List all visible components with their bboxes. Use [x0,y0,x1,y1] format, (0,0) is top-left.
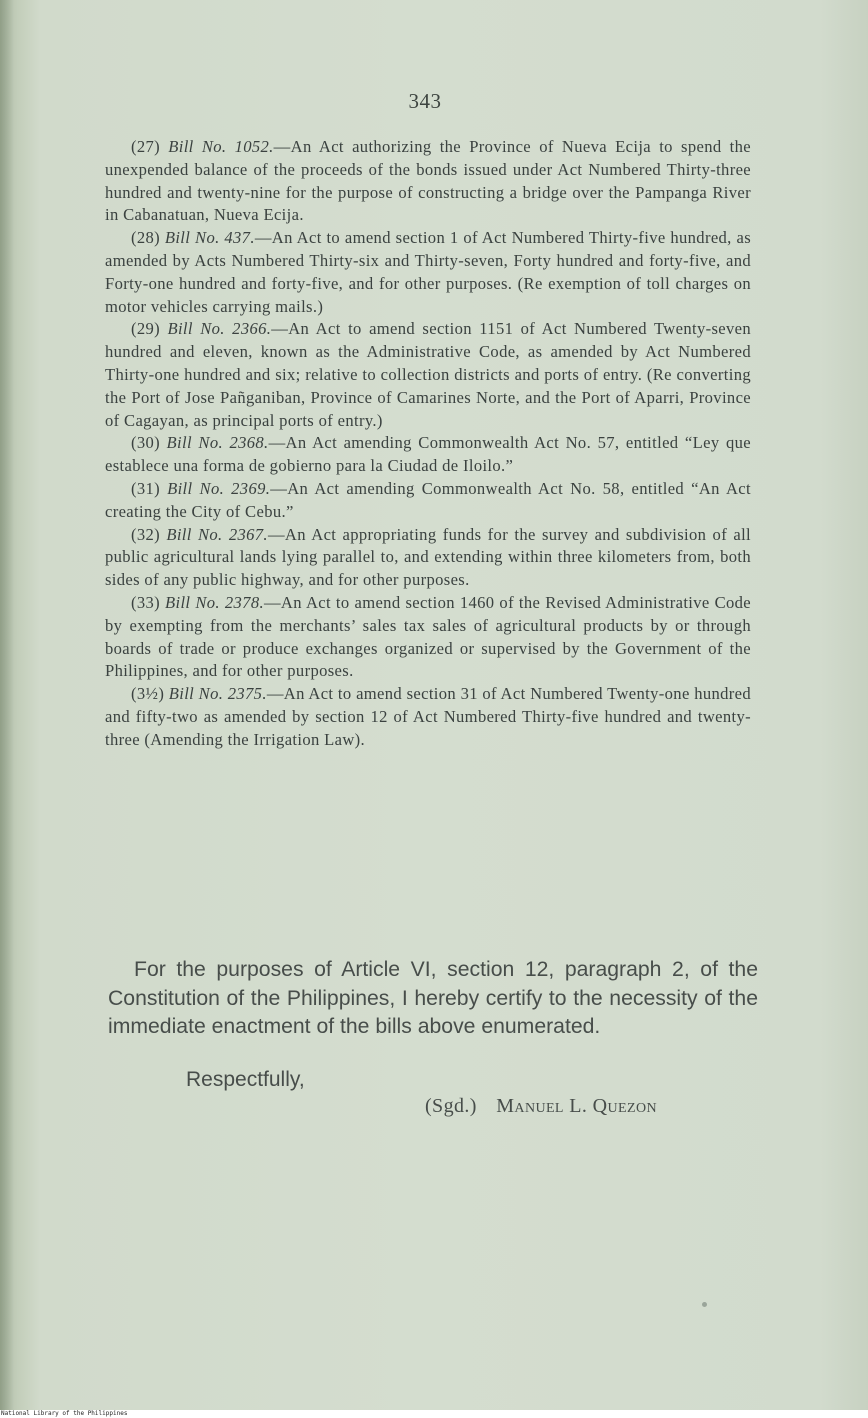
bill-description: —An Act appropriating funds for the survey and subdivision of all public agricultural lands lying parallel to, and extending within three kilometers from, both sides of any public highway, and for other purposes. [105,524,751,590]
bill-title: Bill No. 2375. [168,684,267,704]
bill-item-30 [105,432,751,478]
bill-item-31 [105,478,751,524]
bill-number: (32) [131,524,161,544]
closing-salutation: Respectfully, [186,1068,305,1091]
bill-title: Bill No. 1052. [168,137,274,156]
signature-block [425,1095,657,1118]
bill-number: (29) [131,319,161,339]
bill-number: (27) [131,137,161,156]
bill-title: Bill No. 2368. [166,433,269,453]
bill-number: (28) [131,228,161,248]
signatory-name: Manuel L. Quezon [496,1095,657,1117]
bill-item-32 [105,524,751,592]
bill-description: —An Act to amend section 1151 of Act Numbered Twenty-seven hundred and eleven, known as the Administrative Code, as amended by Act Numbered Thirty-one hundred and six; relative to collection districts and ports of entry. (Re converting the Port of Jose Pañganiban, Province of Camarines Norte, and the Port of Aparri, Province of Cagayan, as principal ports of entry.) [105,319,752,430]
footer-strip [0,1410,868,1418]
library-watermark: National Library of the Philippines [1,1410,128,1417]
bill-title: Bill No. 2369. [167,478,271,498]
bill-number: (3½) [131,684,165,704]
bill-list [105,136,751,752]
signed-marker: (Sgd.) [425,1095,477,1117]
bill-title: Bill No. 2378. [165,592,264,612]
bill-number: (31) [131,478,161,498]
bill-item-34 [105,683,751,751]
bill-title: Bill No. 2366. [167,319,272,339]
bill-item-29 [105,318,751,432]
bill-item-28 [105,227,751,318]
bill-description: —An Act to amend section 1 of Act Numbered Thirty-five hundred, as amended by Acts Numbered Thirty-six and Thirty-seven, Forty hundred and forty-five, and Forty-one hundred and forty-five, and for other purposes. (Re exemption of toll charges on motor vehicles carrying mails.) [105,228,752,316]
bill-description: —An Act to amend section 1460 of the Revised Administrative Code by exempting from the merchants’ sales tax sales of agricultural products by or through boards of trade or produce exchanges organized or supervised by the Government of the Philippines, and for other purposes. [105,592,751,681]
bill-title: Bill No. 437. [164,228,255,248]
bill-description: —An Act to amend section 31 of Act Numbered Twenty-one hundred and fifty-two as amended by section 12 of Act Numbered Thirty-five hundred and twenty-three (Amending the Irrigation Law). [105,684,752,749]
bill-description: —An Act amending Commonwealth Act No. 58, entitled “An Act creating the City of Cebu.” [105,478,751,521]
bill-title: Bill No. 2367. [166,524,268,544]
bill-item-27 [105,136,751,227]
page-number: 343 [408,89,442,113]
bill-description: —An Act amending Commonwealth Act No. 57, entitled “Ley que establece una forma de gobierno para la Ciudad de Iloilo.” [105,433,751,476]
bill-description: —An Act authorizing the Province of Nueva Ecija to spend the unexpended balance of the proceeds of the bonds issued under Act Numbered Thirty-three hundred and twenty-nine for the purpose of constructing a bridge over the Pampanga River in Cabanatuan, Nueva Ecija. [105,137,752,225]
bill-number: (30) [131,433,161,453]
bill-item-33 [105,592,751,683]
paper-speck [702,1302,707,1307]
bill-number: (33) [131,592,161,612]
certification-paragraph: For the purposes of Article VI, section 12, paragraph 2, of the Constitution of the Philippines, I hereby certify to the necessity of the immediate enactment of the bills above enumerated. [108,958,758,1039]
